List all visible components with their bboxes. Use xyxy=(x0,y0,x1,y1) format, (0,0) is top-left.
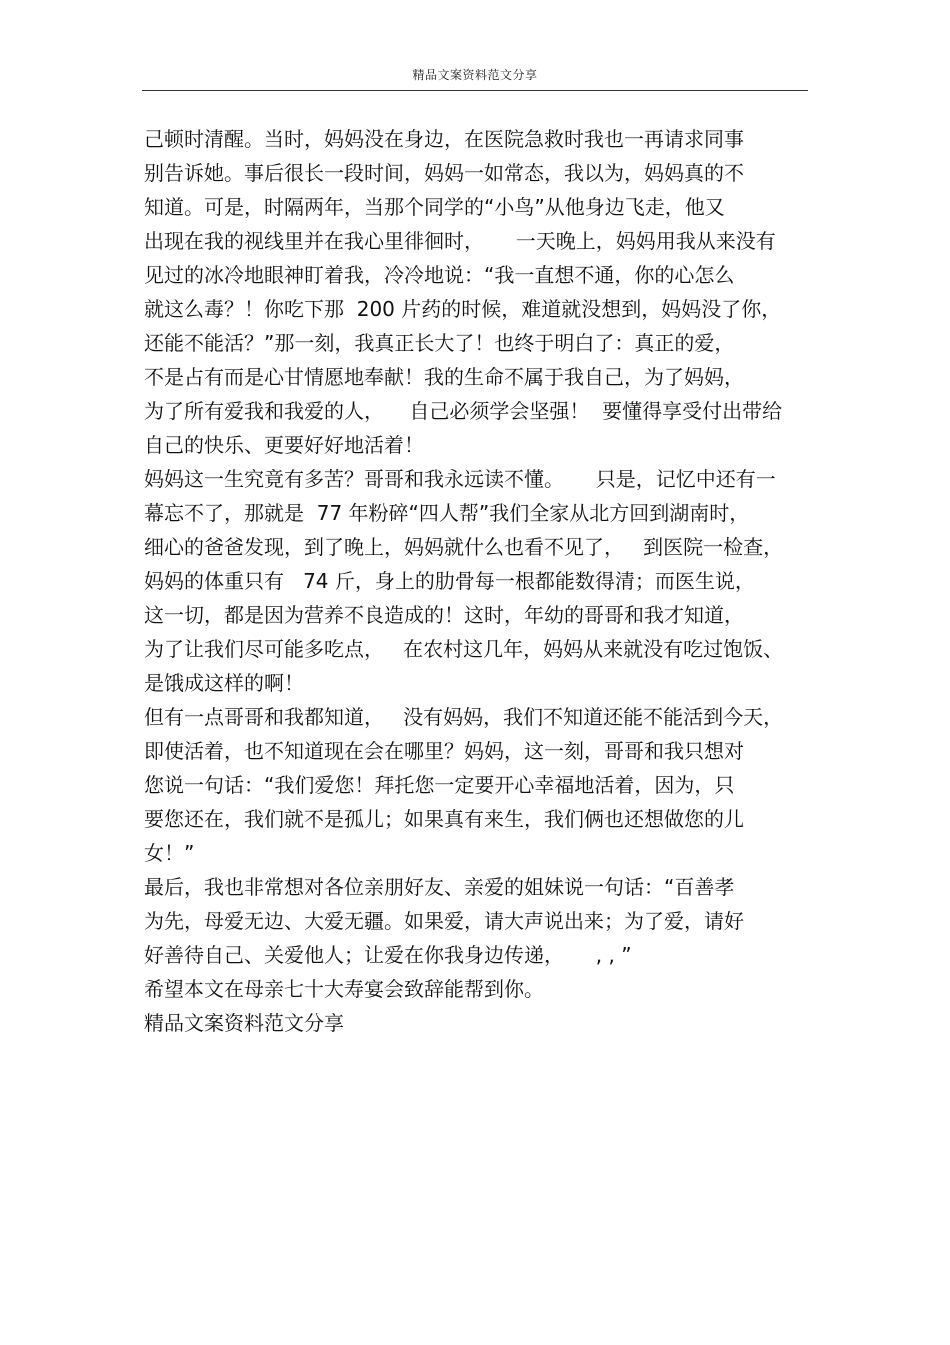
text-line: 但有一点哥哥和我都知道， 没有妈妈，我们不知道还能不能活到今天， xyxy=(144,705,784,729)
text-line: 您说一句话：“我们爱您！拜托您一定要开心幸福地活着，因为，只 xyxy=(144,773,735,797)
text-line: 细心的爸爸发现，到了晚上，妈妈就什么也看不见了， 到医院一检查， xyxy=(144,535,784,559)
text-line: 为了让我们尽可能多吃点， 在农村这几年，妈妈从来就没有吃过饱饭、 xyxy=(144,637,784,661)
text-line: 知道。可是，时隔两年，当那个同学的“小鸟”从他身边飞走，他又 xyxy=(144,195,725,219)
text-line: 为先，母爱无边、大爱无疆。如果爱，请大声说出来；为了爱，请好 xyxy=(144,909,744,933)
text-line: 己顿时清醒。当时，妈妈没在身边，在医院急救时我也一再请求同事 xyxy=(144,127,744,151)
text-line: 自己的快乐、更要好好地活着！ xyxy=(144,433,424,457)
text-line: 好善待自己、关爱他人；让爱在你我身边传递， , , ” xyxy=(144,943,632,967)
text-line: 不是占有而是心甘情愿地奉献！我的生命不属于我自己，为了妈妈， xyxy=(144,365,744,389)
page-header: 精品文案资料范文分享 xyxy=(412,68,538,82)
text-line: 即使活着，也不知道现在会在哪里？妈妈，这一刻，哥哥和我只想对 xyxy=(144,739,744,763)
text-line: 出现在我的视线里并在我心里徘徊时， 一天晚上，妈妈用我从来没有 xyxy=(144,229,776,253)
text-line: 妈妈的体重只有 74 斤，身上的肋骨每一根都能数得清；而医生说， xyxy=(144,569,755,593)
text-line: 为了所有爱我和我爱的人， 自己必须学会坚强！ 要懂得享受付出带给 xyxy=(144,399,783,423)
text-line: 这一切，都是因为营养不良造成的！这时，年幼的哥哥和我才知道， xyxy=(144,603,744,627)
text-line: 别告诉她。事后很长一段时间，妈妈一如常态，我以为，妈妈真的不 xyxy=(144,161,744,185)
text-line: 还能不能活？”那一刻，我真正长大了！也终于明白了：真正的爱， xyxy=(144,331,735,355)
page-footer: 精品文案资料范文分享 xyxy=(144,1011,344,1035)
text-line: 要您还在，我们就不是孤儿；如果真有来生，我们俩也还想做您的儿 xyxy=(144,807,744,831)
text-line: 女！” xyxy=(144,841,195,865)
text-line: 见过的冰冷地眼神盯着我，冷冷地说：“我一直想不通，你的心怎么 xyxy=(144,263,735,287)
text-line: 最后，我也非常想对各位亲朋好友、亲爱的姐妹说一句话：“百善孝 xyxy=(144,875,735,899)
text-line: 幕忘不了，那就是 77 年粉碎“四人帮”我们全家从北方回到湖南时， xyxy=(144,501,750,525)
text-line: 就这么毒？！你吃下那 200 片药的时候，难道就没想到，妈妈没了你， xyxy=(144,297,782,321)
document-body xyxy=(144,122,808,1040)
text-line: 妈妈这一生究竟有多苦？哥哥和我永远读不懂。 只是，记忆中还有一 xyxy=(144,467,776,491)
text-line: 希望本文在母亲七十大寿宴会致辞能帮到你。 xyxy=(144,977,544,1001)
header-divider xyxy=(142,90,808,91)
text-line: 是饿成这样的啊！ xyxy=(144,671,304,695)
